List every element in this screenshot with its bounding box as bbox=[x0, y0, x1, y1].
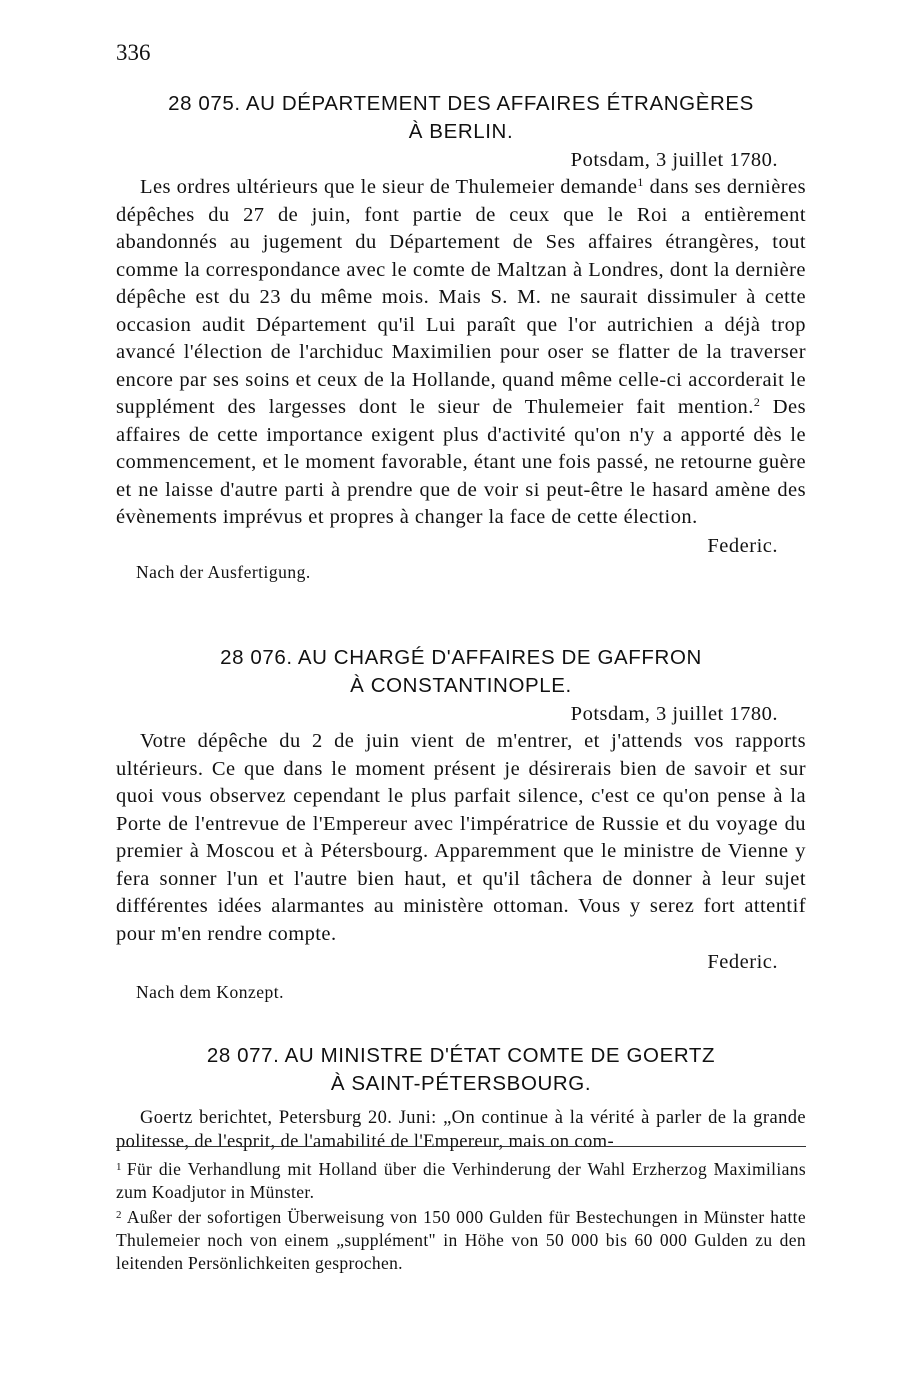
footnote-1 bbox=[116, 1156, 806, 1204]
letter-heading bbox=[116, 1042, 806, 1098]
footnotes bbox=[116, 1156, 806, 1275]
body-text-part-1: Les ordres ultérieurs que le sieur de Thulemeier demande bbox=[140, 176, 638, 198]
footnote-text: Für die Verhandlung mit Holland über die Verhinderung der Wahl Erzherzog Maximilians zum Koadjutor in Münster. bbox=[116, 1159, 806, 1202]
footnote-2 bbox=[116, 1204, 806, 1275]
letter-28075 bbox=[116, 90, 806, 584]
signature: Federic. bbox=[707, 951, 778, 973]
letter-body bbox=[116, 174, 806, 532]
signature: Federic. bbox=[707, 534, 778, 557]
dateline: Potsdam, 3 juillet 1780. bbox=[570, 703, 778, 725]
heading-line-2: À SAINT-PÉTERSBOURG. bbox=[330, 1072, 592, 1095]
source-note: Nach dem Konzept. bbox=[136, 982, 284, 1002]
body-text-part-3: Des affaires de cette importance exigent plus d'activité qu'on n'y a apporté dès le commencement, et le moment favorable, étant une fois passé, ne retourne guère et ne laisse d'autre parti à prendre que de voir si peut-être le hasard amène des évènements imprévus et propres à changer la face de cette élection. bbox=[116, 396, 806, 528]
letter-heading bbox=[116, 644, 806, 700]
book-page bbox=[116, 38, 806, 1338]
footnote-ref-1: 1 bbox=[637, 175, 644, 189]
report-excerpt: Goertz berichtet, Petersburg 20. Juni: „On continue à la vérité à parler de la grande politesse, de l'esprit, de l'amabilité de l'Empereur, mais on com- bbox=[116, 1108, 806, 1152]
letter-body: Votre dépêche du 2 de juin vient de m'entrer, et j'attends vos rapports ultérieurs. Ce que dans le moment présent je désirerais bien de savoir et sur quoi vous observez cependant le plus parfait silence, c'est ce qu'on pense à la Porte de l'entrevue de l'Empereur avec l'impératrice de Russie et du voyage du premier à Moscou et à Pétersbourg. Apparemment que le ministre de Vienne y fera sonner l'un et l'autre bien haut, et qu'il tâchera de donner à leur sujet différentes idées alarmantes au ministère ottoman. Vous y serez fort attentif pour m'en rendre compte. bbox=[116, 730, 806, 945]
heading-line-1: 28 076. AU CHARGÉ D'AFFAIRES DE GAFFRON bbox=[220, 646, 702, 669]
footnote-text: Außer der sofortigen Überweisung von 150 000 Gulden für Bestechungen in Münster hatte Thulemeier noch von einem „supplément" in Höhe von 50 000 bis 60 000 Gulden zu den leitenden Persönlichkeiten gesprochen. bbox=[116, 1207, 806, 1273]
body-text-part-2: dans ses dernières dépêches du 27 de juin, font partie de ceux que le Roi a entièrement abandonnés au jugement du Département de Ses affaires étrangères, tout comme la correspondance avec le comte de Maltzan à Londres, dont la dernière dépêche est du 23 du même mois. Mais S. M. ne saurait dissimuler à cette occasion audit Département qu'il Lui paraît que l'or autrichien a déjà trop avancé l'élection de l'archiduc Maximilien pour oser se flatter de la traverser encore par ses soins et ceux de la Hollande, quand même celle-ci accorderait le supplément des largesses dont le sieur de Thulemeier fait mention. bbox=[116, 176, 806, 418]
letter-heading bbox=[116, 90, 806, 146]
heading-line-1: 28 075. AU DÉPARTEMENT DES AFFAIRES ÉTRANGÈRES bbox=[168, 92, 754, 115]
page-number: 336 bbox=[116, 40, 151, 65]
footnote-mark: 1 bbox=[116, 1161, 122, 1173]
letter-28076 bbox=[116, 644, 806, 1004]
heading-line-2: À BERLIN. bbox=[408, 120, 514, 143]
heading-line-2: À CONSTANTINOPLE. bbox=[350, 674, 572, 697]
footnote-mark: 2 bbox=[116, 1209, 122, 1221]
footnote-ref-2: 2 bbox=[753, 395, 761, 409]
footnote-divider bbox=[116, 1146, 806, 1147]
source-note: Nach der Ausfertigung. bbox=[136, 561, 311, 582]
letter-28077 bbox=[116, 1042, 806, 1154]
heading-line-1: 28 077. AU MINISTRE D'ÉTAT COMTE DE GOERTZ bbox=[206, 1044, 716, 1067]
dateline: Potsdam, 3 juillet 1780. bbox=[570, 149, 778, 171]
